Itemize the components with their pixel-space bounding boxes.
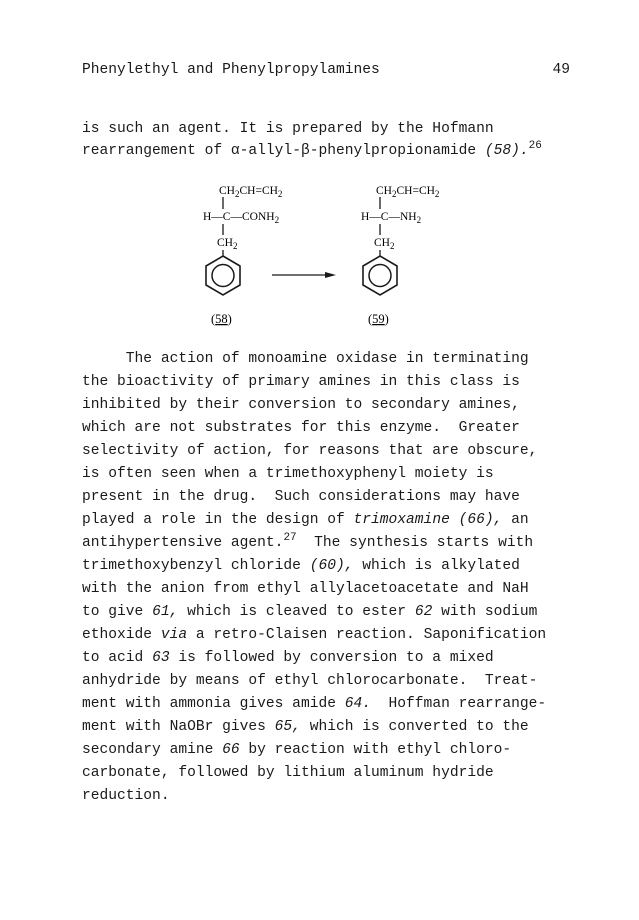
body-line bbox=[82, 418, 520, 438]
body-line bbox=[82, 717, 529, 737]
body-text-span: which is cleaved to ester bbox=[178, 604, 415, 620]
italic-ref: 65, bbox=[274, 719, 301, 735]
body-text-span: the bioactivity of primary amines in this class is bbox=[82, 374, 520, 390]
body-line bbox=[82, 487, 520, 507]
body-line bbox=[82, 533, 533, 553]
alpha-carbon-59: $H—C—NH_2$ bbox=[361, 211, 422, 225]
body-line bbox=[82, 556, 520, 576]
citation-26: 26 bbox=[528, 140, 542, 153]
body-line bbox=[82, 740, 511, 760]
running-title: Phenylethyl and Phenylpropylamines bbox=[82, 62, 380, 78]
aromatic-circle-58 bbox=[212, 265, 234, 287]
structure-59 bbox=[361, 185, 439, 326]
body-text-span: anhydride by means of ethyl chlorocarbonate. Treat- bbox=[82, 673, 538, 689]
italic-ref: trimoxamine (66), bbox=[353, 512, 503, 528]
body-text-span: selectivity of action, for reasons that are obscure, bbox=[82, 443, 538, 459]
body-line bbox=[82, 395, 520, 415]
body-line bbox=[82, 464, 494, 484]
body-text-span: played a role in the design of bbox=[82, 512, 354, 528]
body-text-span: by reaction with ethyl chloro- bbox=[239, 742, 512, 758]
italic-ref: 62 bbox=[414, 604, 433, 620]
body-text-span: an bbox=[502, 512, 529, 528]
italic-ref: 61, bbox=[152, 604, 179, 620]
page-number: 49 bbox=[552, 62, 570, 78]
body-text-span: is followed by conversion to a mixed bbox=[169, 650, 494, 666]
body-line bbox=[82, 579, 529, 599]
body-text-span: The synthesis starts with bbox=[296, 535, 534, 551]
substituent-allyl-58: $CH_2CH=CH_2$ bbox=[219, 185, 283, 199]
italic-ref: via bbox=[160, 627, 188, 643]
substituent-allyl-59: $CH_2CH=CH_2$ bbox=[376, 185, 440, 199]
body-line bbox=[82, 648, 494, 668]
body-line bbox=[82, 349, 529, 369]
body-text-span: Hoffman rearrange- bbox=[371, 696, 547, 712]
intro-line-2 bbox=[82, 141, 542, 161]
body-text-span: The action of monoamine oxidase in terminating bbox=[82, 351, 529, 367]
aromatic-circle-59 bbox=[369, 265, 391, 287]
body-text-span: with sodium bbox=[432, 604, 538, 620]
italic-ref: 63 bbox=[152, 650, 170, 666]
compound-label-58: (58) bbox=[211, 312, 232, 326]
body-text-span: which are not substrates for this enzyme. Greater bbox=[82, 420, 520, 436]
compound-label-59: (59) bbox=[368, 312, 389, 326]
body-text-span: which is alkylated bbox=[353, 558, 520, 574]
body-text-span: with the anion from ethyl allylacetoacetate and NaH bbox=[82, 581, 529, 597]
body-line bbox=[82, 763, 494, 783]
alpha-carbon-58: $H—C—CONH_2$ bbox=[203, 211, 280, 225]
body-text-span: ment with NaOBr gives bbox=[82, 719, 275, 735]
body-line bbox=[82, 625, 546, 645]
methylene-59: $CH_2$ bbox=[374, 237, 395, 251]
body-text-span: is often seen when a trimethoxyphenyl moiety is bbox=[82, 466, 494, 482]
body-text-span: antihypertensive agent. bbox=[82, 535, 284, 551]
citation-superscript: 27 bbox=[283, 532, 297, 545]
italic-ref: 66 bbox=[222, 742, 240, 758]
benzene-ring-59 bbox=[363, 256, 397, 295]
body-line bbox=[82, 372, 520, 392]
body-line bbox=[82, 441, 537, 461]
methylene-58: $CH_2$ bbox=[217, 237, 238, 251]
intro-text: rearrangement of bbox=[82, 143, 231, 159]
italic-ref: 64. bbox=[344, 696, 372, 712]
intro-line-1: is such an agent. It is prepared by the Hofmann bbox=[82, 121, 494, 137]
body-text-span: to give bbox=[82, 604, 153, 620]
running-header bbox=[82, 62, 570, 82]
reaction-arrow bbox=[272, 272, 336, 278]
structure-58 bbox=[203, 185, 282, 326]
compound-name: α-allyl-β-phenylpropionamide bbox=[230, 143, 477, 159]
compound-ref-58: (58). bbox=[484, 143, 529, 159]
body-text-span: to acid bbox=[82, 650, 153, 666]
body-text-span: ethoxide bbox=[82, 627, 161, 643]
body-text-span: a retro-Claisen reaction. Saponification bbox=[187, 627, 547, 643]
body-line bbox=[82, 786, 170, 806]
body-text-span: carbonate, followed by lithium aluminum hydride bbox=[82, 765, 494, 781]
reaction-scheme bbox=[0, 178, 639, 348]
body-text-span: present in the drug. Such considerations may have bbox=[82, 489, 520, 505]
body-line bbox=[82, 510, 529, 530]
benzene-ring-58 bbox=[206, 256, 240, 295]
body-line bbox=[82, 671, 537, 691]
body-text-span: secondary amine bbox=[82, 742, 223, 758]
body-text-span: trimethoxybenzyl chloride bbox=[82, 558, 310, 574]
body-text-span: which is converted to the bbox=[300, 719, 529, 735]
body-text-span: inhibited by their conversion to secondary amines, bbox=[82, 397, 520, 413]
body-line bbox=[82, 694, 546, 714]
body-line bbox=[82, 602, 537, 622]
body-text-span: ment with ammonia gives amide bbox=[82, 696, 345, 712]
body-text-span: reduction. bbox=[82, 788, 170, 804]
italic-ref: (60), bbox=[309, 558, 354, 574]
